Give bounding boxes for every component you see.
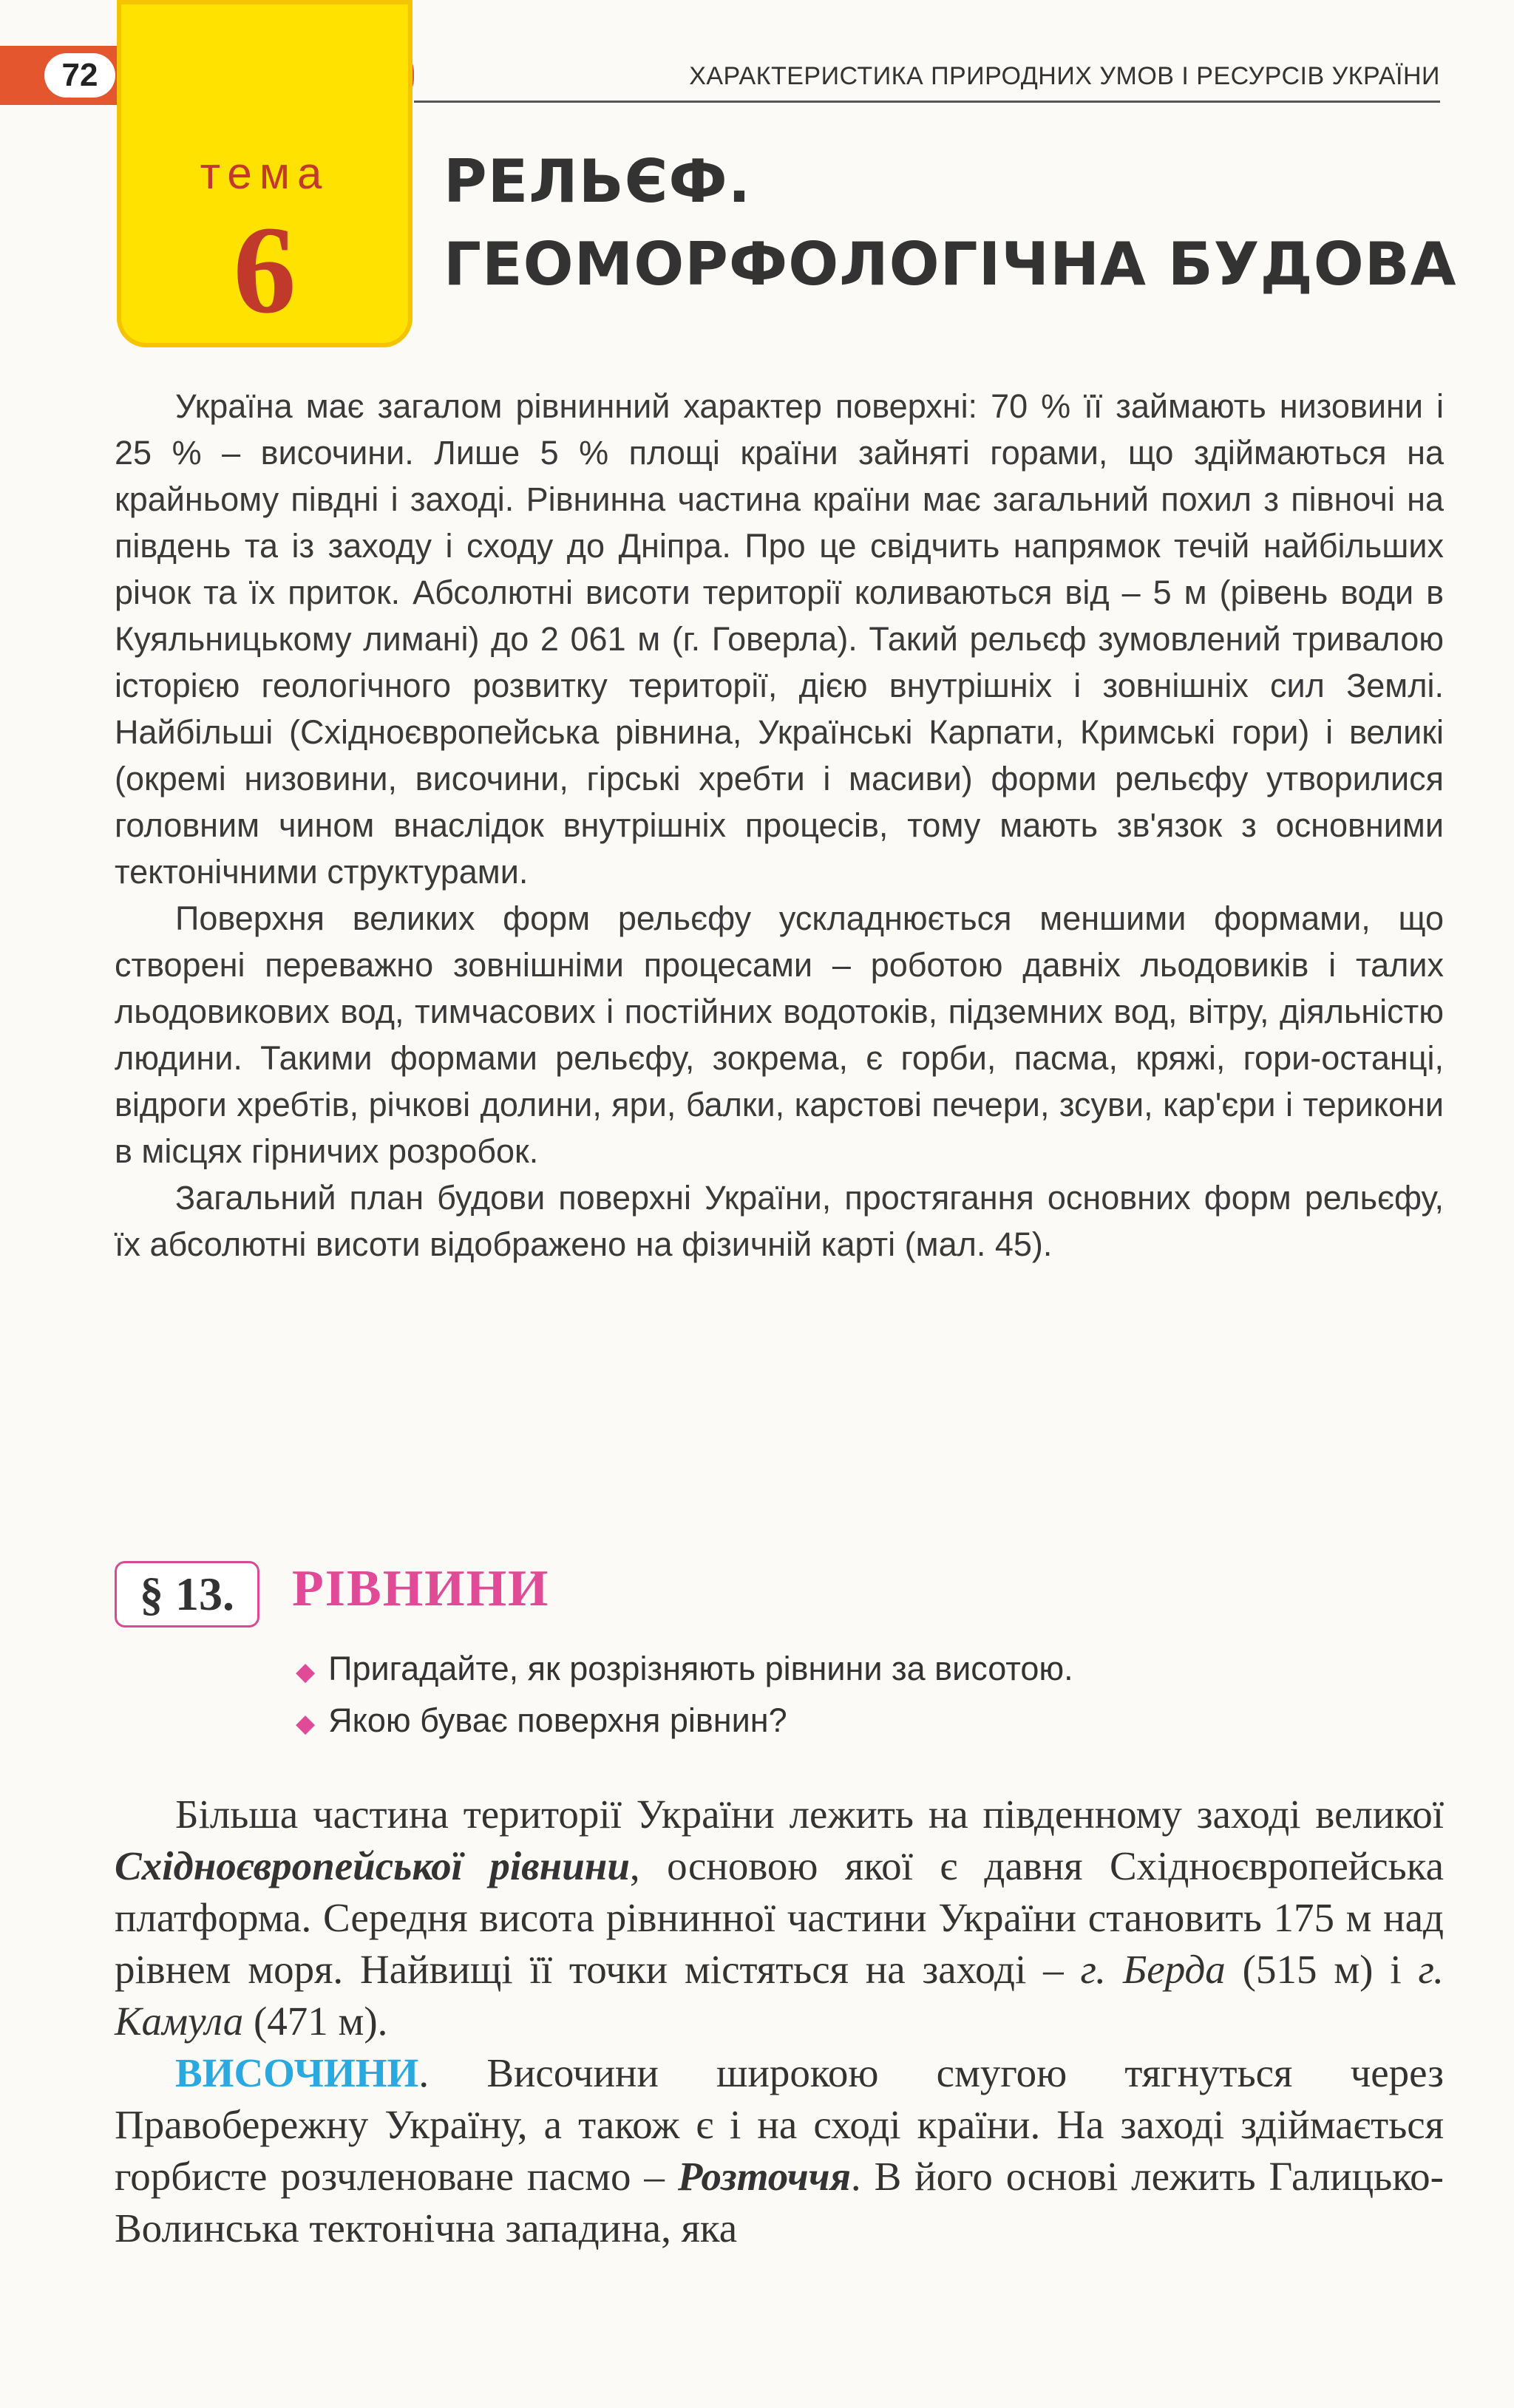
chapter-title-line2: ГЕОМОРФОЛОГІЧНА БУДОВА bbox=[444, 230, 1457, 299]
text-run: (515 м) і bbox=[1225, 1947, 1419, 1992]
text-run: (471 м). bbox=[243, 1999, 388, 2044]
main-paragraph-1 bbox=[115, 1789, 1444, 2047]
chapter-title bbox=[444, 140, 1457, 306]
theme-word: тема bbox=[200, 149, 330, 198]
running-title: ХАРАКТЕРИСТИКА ПРИРОДНИХ УМОВ І РЕСУРСІВ УКРАЇНИ bbox=[689, 62, 1440, 90]
diamond-bullet-icon: ◆ bbox=[296, 1710, 316, 1738]
chapter-title-line1: РЕЛЬЄФ. bbox=[444, 147, 752, 216]
question-text: Якою буває поверхня рівнин? bbox=[328, 1701, 787, 1739]
text-run: . Височини широкою смугою тягнуться через Правобережну Україну, а також є і на сході країни. На заході здіймається горбисте розчленоване пасмо – bbox=[115, 2050, 1444, 2199]
intro-paragraph-1: Україна має загалом рівнинний характер поверхні: 70 % її займають низовини і 25 % – височини. Лише 5 % площі країни зайняті горами, що здіймаються на крайньому півдні і заході. Рівнинна частина країни має загальний похил з півночі на південь та із заходу і сходу до Дніпра. Про це свідчить напрямок течій найбільших річок та їх приток. Абсолютні висоти території коливаються від – 5 м (рівень води в Куяльницькому лимані) до 2 061 м (г. Говерла). Такий рельєф зумовлений тривалою історією геологічного розвитку території, дією внутрішніх і зовнішніх сил Землі. Найбільші (Східноєвропейська рівнина, Українські Карпати, Кримські гори) і великі (окремі низовини, височини, гірські хребти і масиви) форми рельєфу утворилися головним чином внаслідок внутрішніх процесів, тому мають зв'язок з основними тектонічними структурами. bbox=[115, 387, 1444, 891]
text-run: . В його основі лежить Галицько-Волинська тектонічна западина, яка bbox=[115, 2154, 1444, 2251]
list-item bbox=[296, 1645, 1073, 1696]
term-highlight: Розточчя bbox=[677, 2154, 851, 2199]
diamond-bullet-icon: ◆ bbox=[296, 1658, 316, 1686]
review-questions bbox=[296, 1645, 1073, 1748]
term-highlight: Східноєвропейської рівнини bbox=[115, 1843, 630, 1888]
theme-badge bbox=[117, 0, 413, 347]
text-run: Більша частина території України лежить на південному заході великої bbox=[175, 1792, 1444, 1837]
place-name: г. Берда bbox=[1080, 1947, 1226, 1992]
intro-paragraph-2: Поверхня великих форм рельєфу ускладнюється меншими формами, що створені переважно зовнішніми процесами – роботою давніх льодовиків і талих льодовикових вод, тимчасових і постійних водотоків, підземних вод, вітру, діяльністю людини. Такими формами рельєфу, зокрема, є горби, пасма, кряжі, гори-останці, відроги хребтів, річкові долини, яри, балки, карстові печери, зсуви, кар'єри і терикони в місцях гірничих розробок. bbox=[115, 899, 1444, 1170]
place-name: г. Камула bbox=[115, 1947, 1444, 2044]
paragraph-title: РІВНИНИ bbox=[292, 1560, 550, 1617]
page-number: 72 bbox=[44, 53, 115, 98]
question-text: Пригадайте, як розрізняють рівнини за висотою. bbox=[328, 1650, 1073, 1687]
main-text bbox=[115, 1789, 1444, 2254]
main-paragraph-2 bbox=[115, 2047, 1444, 2254]
intro-paragraph-3: Загальний план будови поверхні України, простягання основних форм рельєфу, їх абсолютні висоти відображено на фізичній карті (мал. 45). bbox=[115, 1179, 1444, 1263]
intro-text bbox=[115, 383, 1444, 1268]
subheading: ВИСОЧИНИ bbox=[175, 2050, 419, 2095]
text-run: , основою якої є давня Східноєвропейська платформа. Середня висота рівнинної частини України становить 175 м над рівнем моря. Найвищі її точки містяться на заході – bbox=[115, 1843, 1444, 1992]
paragraph-number-badge: § 13. bbox=[115, 1561, 259, 1628]
list-item bbox=[296, 1696, 1073, 1748]
theme-number: 6 bbox=[233, 200, 296, 339]
header-rule bbox=[414, 101, 1440, 103]
